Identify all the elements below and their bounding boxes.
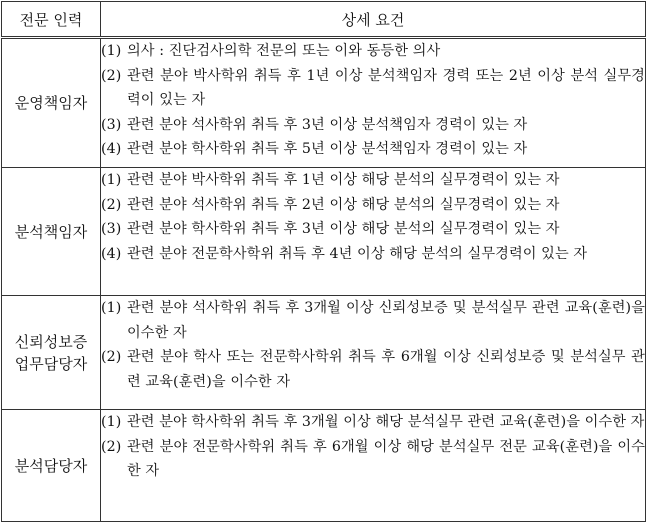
item-number: (4) xyxy=(101,141,122,158)
list-item xyxy=(101,345,645,394)
item-text: 의사 : 진단검사의학 전문의 또는 이와 동등한 의사 xyxy=(127,43,441,59)
list-item xyxy=(101,64,645,113)
item-number: (1) xyxy=(101,300,122,316)
item-text: 관련 분야 학사 또는 전문학사학위 취득 후 6개월 이상 신뢰성보증 및 분석실무 관련 교육(훈련)을 이수한 자 xyxy=(127,349,645,390)
item-number: (2) xyxy=(101,349,122,366)
table-row xyxy=(2,296,646,410)
item-number: (2) xyxy=(101,67,122,84)
item-number: (3) xyxy=(101,116,122,133)
list-item xyxy=(101,410,645,435)
detail-cell xyxy=(101,38,646,168)
detail-cell xyxy=(101,296,646,410)
list-item xyxy=(101,168,645,193)
role-label-line-2: 업무담당자 xyxy=(14,354,88,373)
role-cell xyxy=(2,38,101,168)
role-cell xyxy=(2,168,101,296)
list-item xyxy=(101,217,645,242)
item-text: 관련 분야 학사학위 취득 후 5년 이상 분석책임자 경력이 있는 자 xyxy=(127,141,528,158)
list-item xyxy=(101,242,645,267)
item-text: 관련 분야 석사학위 취득 후 3년 이상 분석책임자 경력이 있는 자 xyxy=(127,116,528,133)
table-row xyxy=(2,168,646,296)
detail-cell xyxy=(101,168,646,296)
role-label-line-1: 신뢰성보증 xyxy=(14,332,88,351)
list-item xyxy=(101,113,645,138)
item-text: 관련 분야 석사학위 취득 후 2년 이상 해당 분석의 실무경력이 있는 자 xyxy=(127,196,560,213)
item-text: 관련 분야 전문학사학위 취득 후 6개월 이상 해당 분석실무 전문 교육(훈련)을 이수한 자 xyxy=(127,438,645,480)
item-number: (3) xyxy=(101,221,122,238)
item-text: 관련 분야 학사학위 취득 후 3년 이상 해당 분석의 실무경력이 있는 자 xyxy=(127,221,560,238)
list-item xyxy=(101,137,645,162)
item-text: 관련 분야 석사학위 취득 후 3개월 이상 신뢰성보증 및 분석실무 관련 교육(훈련)을 이수한 자 xyxy=(127,300,645,341)
item-text: 관련 분야 학사학위 취득 후 3개월 이상 해당 분석실무 관련 교육(훈련)을 이수한 자 xyxy=(127,414,645,430)
item-number: (2) xyxy=(101,438,122,455)
item-text: 관련 분야 박사학위 취득 후 1년 이상 분석책임자 경력 또는 2년 이상 분석 실무경력이 있는 자 xyxy=(127,67,645,109)
item-number: (1) xyxy=(101,43,122,59)
role-label: 운영책임자 xyxy=(14,94,88,112)
role-cell xyxy=(2,296,101,410)
role-cell xyxy=(2,410,101,522)
table-header-row xyxy=(2,2,646,38)
item-text: 관련 분야 박사학위 취득 후 1년 이상 해당 분석의 실무경력이 있는 자 xyxy=(127,172,560,188)
list-item xyxy=(101,435,645,484)
requirements-table xyxy=(1,1,646,522)
table-row xyxy=(2,410,646,522)
item-number: (2) xyxy=(101,196,122,213)
item-number: (1) xyxy=(101,414,122,430)
role-label: 분석담당자 xyxy=(14,456,88,475)
detail-cell xyxy=(101,410,646,522)
list-item xyxy=(101,193,645,218)
item-text: 관련 분야 전문학사학위 취득 후 4년 이상 해당 분석의 실무경력이 있는 자 xyxy=(127,245,588,262)
role-label: 분석책임자 xyxy=(14,222,88,241)
header-role: 전문 인력 xyxy=(2,2,101,38)
item-number: (4) xyxy=(101,245,122,262)
table-row xyxy=(2,38,646,168)
list-item xyxy=(101,39,645,64)
item-number: (1) xyxy=(101,172,122,188)
list-item xyxy=(101,296,645,345)
header-detail: 상세 요건 xyxy=(101,2,646,38)
